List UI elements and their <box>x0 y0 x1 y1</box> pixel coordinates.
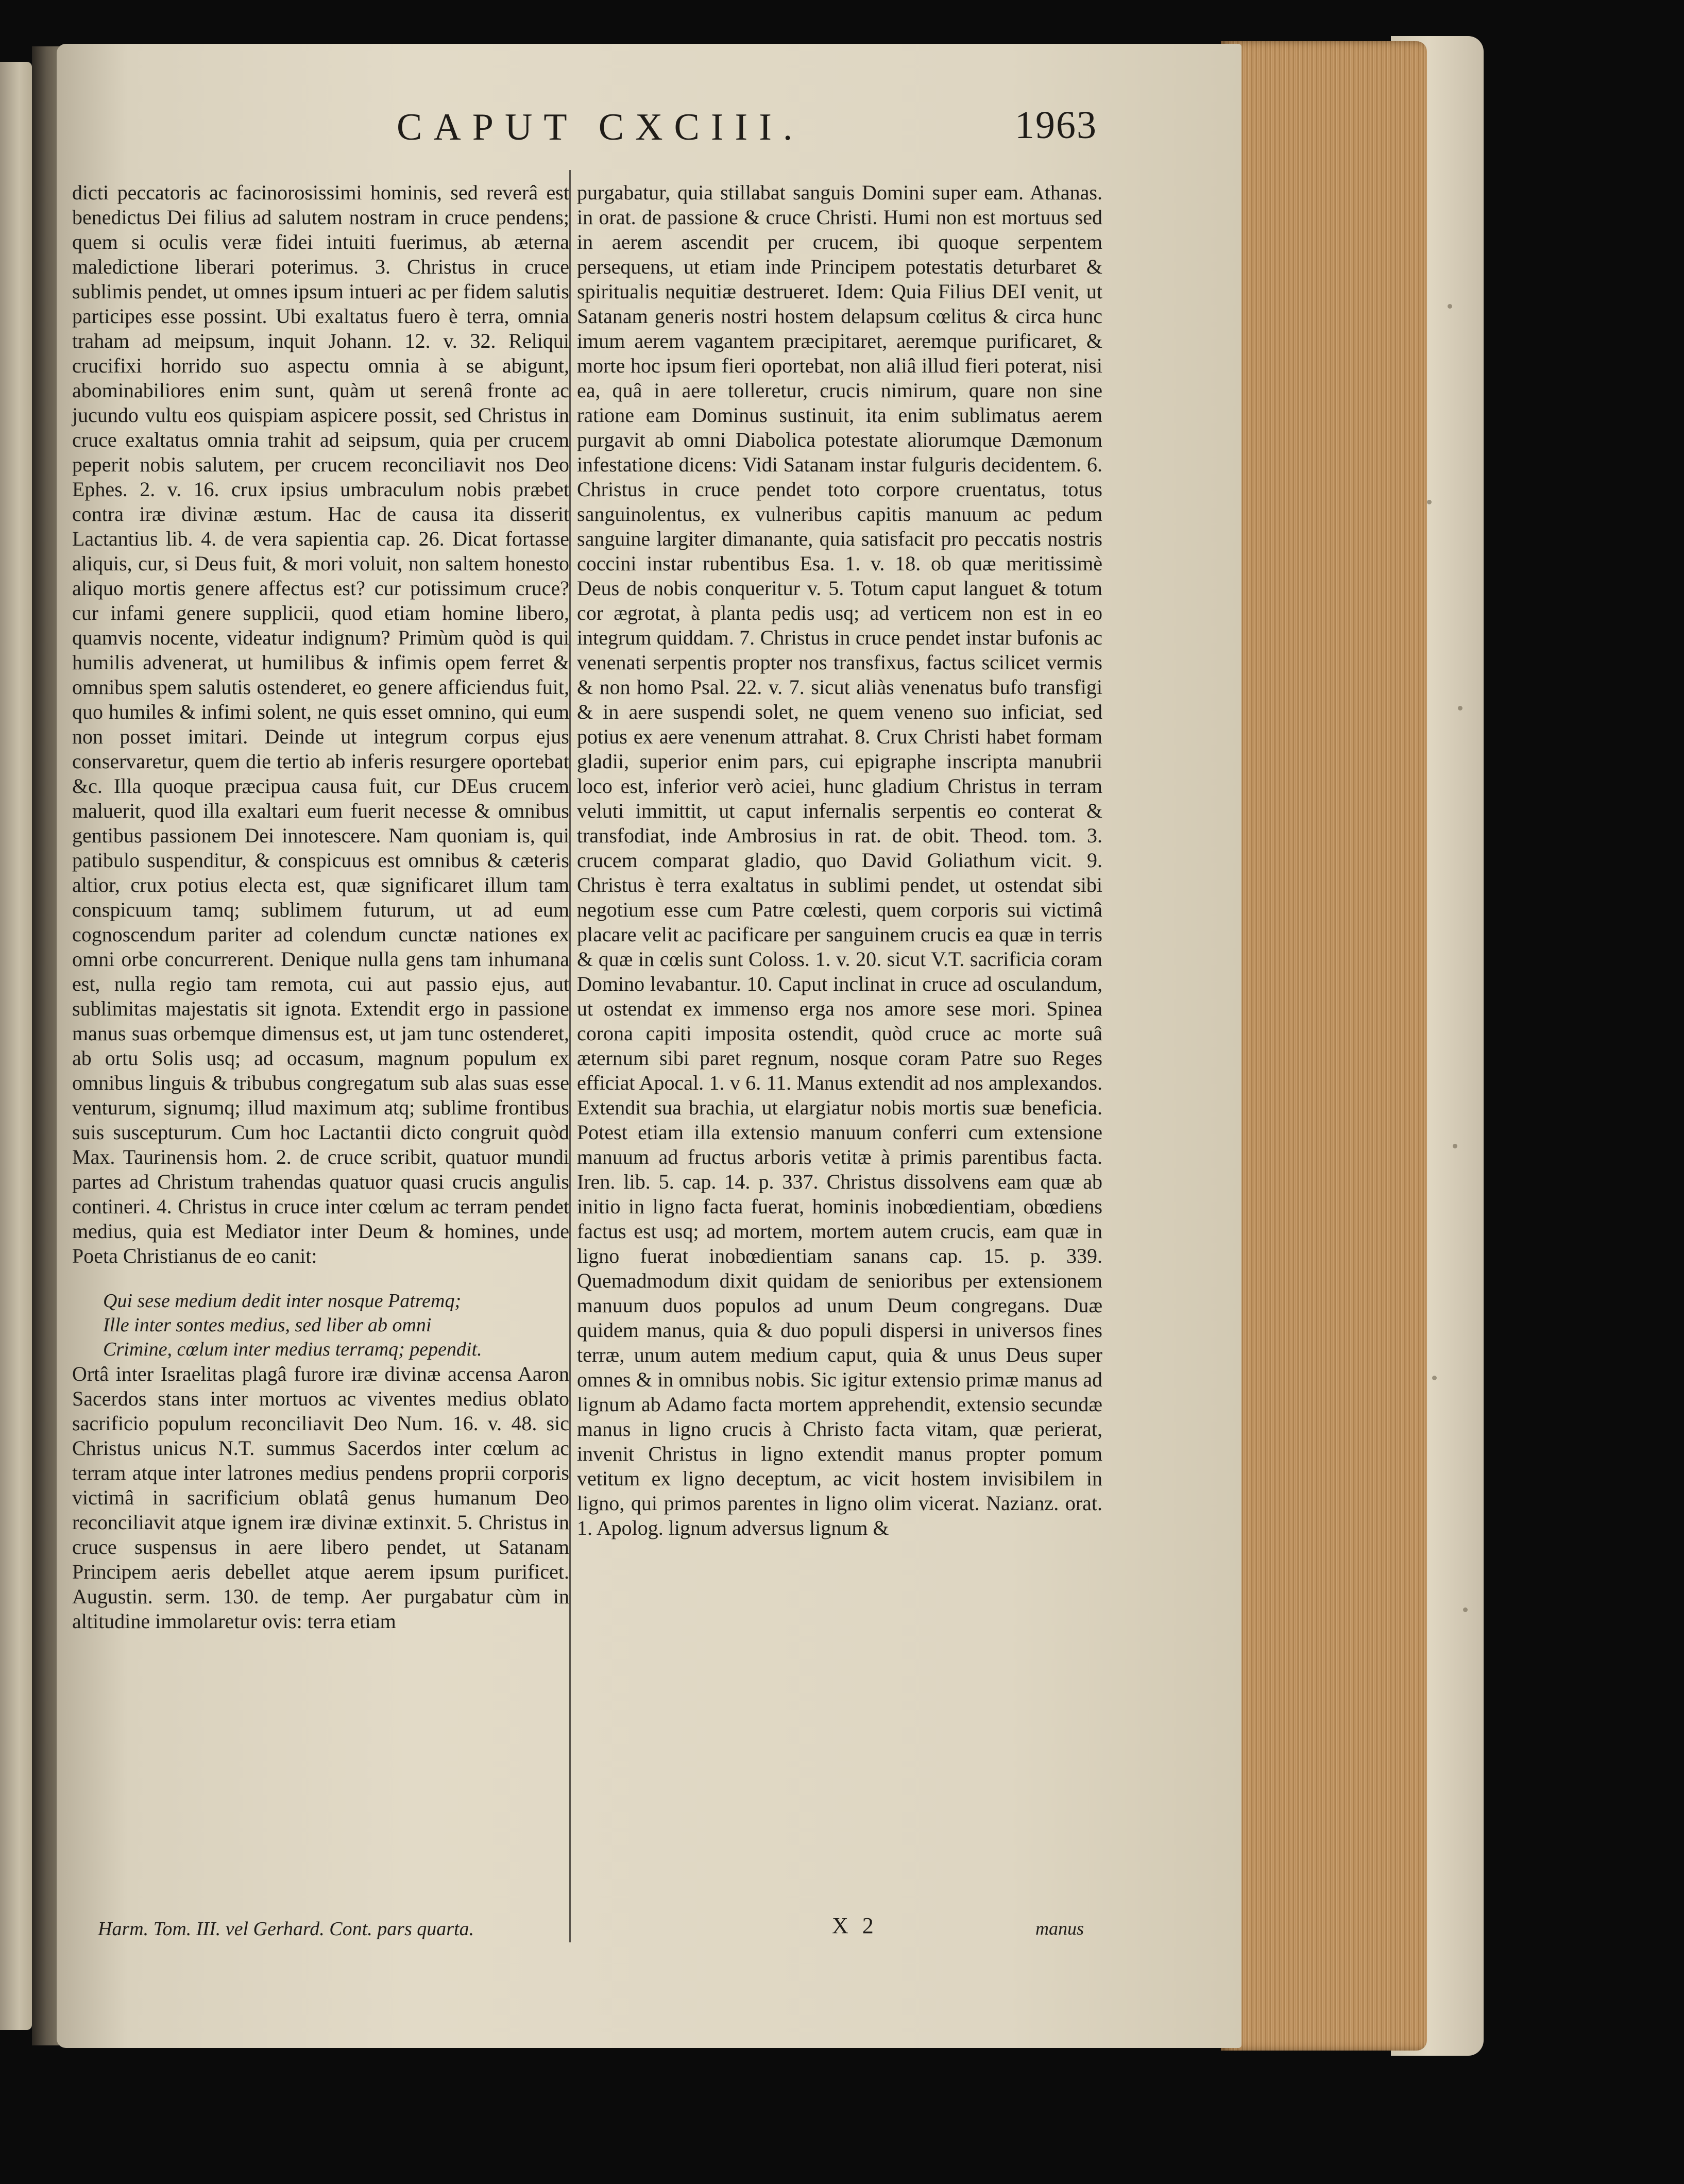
right-paragraph: purgabatur, quia stillabat sanguis Domini super eam. Athanas. in orat. de passione & cruce Christi. Humi non est mortuus sed in aerem ascendit per crucem, ibi quoque serpentem persequens, ut etiam inde Principem potestatis deturbaret & spiritualis nequitiæ destrueret. Idem: Quia Filius DEI venit, ut Satanam generis nostri hostem delapsum cœlitus & circa hunc imum aerem vagantem præcipitaret, aeremque purificaret, & morte hoc ipsum fieri oportebat, non aliâ illud fieri poterat, nisi ea, quâ in aere tolleretur, crucis nimirum, quare non sine ratione eam Dominus sustinuit, ita enim sublimatus aerem purgavit ab omni Diabolica potestate aliorumque Dæmonum infestatione dicens: Vidi Satanam instar fulguris decidentem. 6. Christus in cruce pendet toto corpore cruentatus, totus sanguinolentus, ex vulneribus capitis manuum ac pedum sanguine largiter dimanante, quia satisfacit pro peccatis nostris coccini instar rubentibus Esa. 1. v. 18. ob quæ meritissimè Deus de nobis conqueritur v. 5. Totum caput languet & totum cor ægrotat, à planta pedis usq; ad verticem non est in eo integrum quiddam. 7. Christus in cruce pendet instar bufonis ac venenati serpentis propter nos transfixus, factus scilicet vermis & non homo Psal. 22. v. 7. sicut aliàs venenatus bufo transfigi & in aere suspendi solet, ne quem veneno suo inficiat, sed potius ex aere venenum attrahat. 8. Crux Christi habet formam gladii, superior enim pars, cui epigraphe inscripta manubrii loco est, inferior verò aciei, hunc gladium Christus in terram veluti immittit, ut caput infernalis serpentis eo conterat & transfodiat, inde Ambrosius in rat. de obit. Theod. tom. 3. crucem comparat gladio, quo David Goliathum vicit. 9. Christus è terra exaltatus in sublimi pendet, ut ostendat sibi negotium esse cum Patre cœlesti, quem corporis sui victimâ placare velit ac pacificare per sanguinem crucis ea quæ in terris & quæ in cœlis sunt Coloss. 1. v. 20. sicut V.T. sacrificia coram Domino levabantur. 10. Caput inclinat in cruce ad osculandum, ut ostendat ex immenso erga nos amore sese mori. Spinea corona capiti imposita ostendit, quòd cruce ac morte suâ æternum sibi paret regnum, nosque coram Patre suo Reges efficiat Apocal. 1. v 6. 11. Manus extendit ad nos amplexandos. Extendit sua brachia, ut elargiatur nobis mortis suæ beneficia. Potest etiam illa extensio manuum conferri cum extensione manuum ad fructus arboris vetitæ à primis parentibus facta. Iren. lib. 5. cap. 14. p. 337. Christus dissolvens eam quæ ab initio in ligno facta fuerat, hominis inobœdientiam, obœdiens factus est usq; ad mortem, mortem autem crucis, eam quæ in ligno fuerat inobœdientiam sanans cap. 15. p. 339. Quemadmodum dixit quidam de senioribus per extensionem manuum duos populos ad unum Deum congregans. Duæ quidem manus, quia & duo populi dispersi in universos fines terræ, unum autem medium caput, quia & unus Deus super omnes & in omnibus nobis. Sic igitur extensio primæ manus ad lignum ab Adamo facta mortem apprehendit, extensio secundæ manus in ligno crucis à Christo facta vitam, quæ perierat, invenit Christus in ligno extendit manus propter pomum vetitum ex ligno deceptum, ac vicit hostem invisibilem in ligno, qui primos parentes in ligno olim vicerat. Nazianz. orat. 1. Apolog. lignum adversus lignum & <box>577 181 1102 1539</box>
fore-edge <box>1221 41 1427 2051</box>
verse-quote <box>103 1289 569 1362</box>
verse-line: Ille inter sontes medius, sed liber ab omni <box>103 1314 432 1336</box>
signature-mark: X 2 <box>832 1913 878 1938</box>
right-column <box>577 180 1102 1544</box>
verse-line: Crimine, cœlum inter medius terramq; pependit. <box>103 1339 482 1360</box>
left-column <box>72 180 569 1637</box>
signature-line: Harm. Tom. III. vel Gerhard. Cont. pars quarta. <box>98 1918 474 1940</box>
running-title: CAPUT CXCIII. <box>397 106 804 148</box>
column-rule <box>569 170 571 1942</box>
left-paragraph: dicti peccatoris ac facinorosissimi hominis, sed reverâ est benedictus Dei filius ad salutem nostram in cruce pendens; quem si oculis veræ fidei intuiti fuerimus, ab æterna maledictione liberari poterimus. 3. Christus in cruce sublimis pendet, ut omnes ipsum intueri ac per fidem salutis participes esse possint. Ubi exaltatus fuero è terra, omnia traham ad meipsum, inquit Johann. 12. v. 32. Reliqui crucifixi horrido suo aspectu omnia à se abigunt, abominabiliores enim sunt, quàm ut serenâ fronte ac jucundo vultu eos quispiam aspicere possit, sed Christus in cruce exaltatus omnia trahit ad seipsum, quia per crucem peperit nobis salutem, per crucem reconciliavit nos Deo Ephes. 2. v. 16. crux ipsius umbraculum nobis præbet contra iræ divinæ æstum. Hac de causa ita disserit Lactantius lib. 4. de vera sapientia cap. 26. Dicat fortasse aliquis, cur, si Deus fuit, & mori voluit, non saltem honesto aliquo mortis genere affectus est? cur potissimum cruce? cur infami genere supplicii, quod etiam homine libero, quamvis nocente, videatur indignum? Primùm quòd is qui humilis advenerat, ut humilibus & infimis opem ferret & omnibus spem salutis ostenderet, eo genere afficiendus fuit, quo humiles & infimi solent, ne quis esset omnino, qui eum non posset imitari. Deinde ut integrum corpus ejus conservaretur, quem die tertio ab inferis resurgere oportebat &c. Illa quoque præcipua causa fuit, cur DEus crucem maluerit, quod illa exaltari eum fuerit necesse & omnibus gentibus passionem Dei innotescere. Nam quoniam is, qui patibulo suspenditur, & conspicuus est omnibus & cæteris altior, crux potius electa est, quæ significaret illum tam conspicuum tamq; sublimem futurum, ut ad eum cognoscendum pariter ad colendum cunctæ nationes ex omni orbe concurrerent. Denique nulla gens tam inhumana est, nulla regio tam remota, cui aut passio ejus, aut sublimitas majestatis sit ignota. Extendit ergo in passione manus suas orbemque dimensus est, ut jam tunc ostenderet, ab ortu Solis usq; ad occasum, magnum populum ex omnibus linguis & tribubus congregatum sub alas suas esse venturum, signumq; illud maximum atq; sublime frontibus suis suscepturum. Cum hoc Lactantii dicto congruit quòd Max. Taurinensis hom. 2. de cruce scribit, quatuor mundi partes ad Christum trahendas quatuor quasi crucis angulis contineri. 4. Christus in cruce inter cœlum ac terram pendet medius, quia est Mediator inter Deum & homines, unde Poeta Christianus de eo canit: <box>72 181 569 1267</box>
verse-line: Qui sese medium dedit inter nosque Patremq; <box>103 1290 462 1312</box>
catchword: manus <box>1035 1918 1084 1939</box>
facing-page-edge <box>0 62 32 2030</box>
page-number: 1963 <box>1015 104 1097 147</box>
left-closing-paragraph: Ortâ inter Israelitas plagâ furore iræ divinæ accensa Aaron Sacerdos stans inter mortuos ac viventes medius oblato sacrificio populum reconciliavit Deo Num. 16. v. 48. sic Christus unicus N.T. summus Sacerdos inter cœlum ac terram atque inter latrones medius pendens proprii corporis victimâ in sacrificium oblatâ genus humanum Deo reconciliavit atque ignem iræ divinæ extinxit. 5. Christus in cruce suspensus in aere libero pendet, ut Satanam Principem aeris debellet atque aerem ipsum purificet. Augustin. serm. 130. de temp. Aer purgabatur cùm in altitudine immolaretur ovis: terra etiam <box>72 1362 569 1633</box>
